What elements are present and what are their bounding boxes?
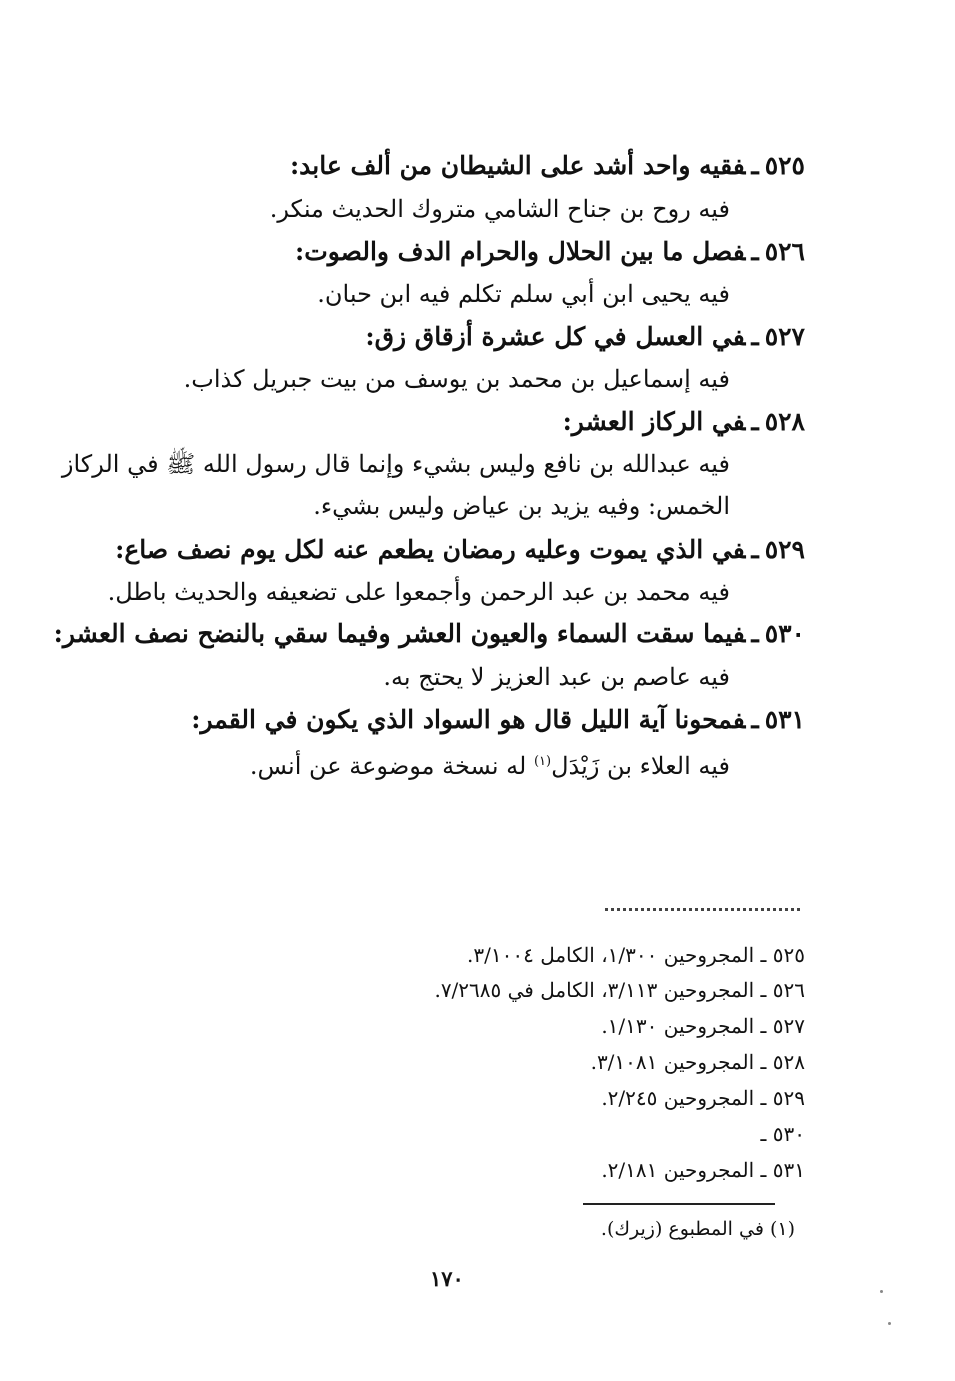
entry-comment: فيه عاصم بن عبد العزيز لا يحتج به. [383,663,730,691]
scan-speck [888,1322,891,1325]
entry-number: ٥٢٥ [764,151,805,180]
entry-heading: ٥٣٠ـفيما سقت السماء والعيون العشر وفيما سقي بالنضح نصف العشر: [53,619,805,648]
source-line: ٥٢٩ ـ المجروحين ٢/٢٤٥. [601,1086,805,1110]
entry-heading: ٥٢٩ـفي الذي يموت وعليه رمضان يطعم عنه لكل يوم نصف صاع: [115,535,805,564]
entry-title: فقيه واحد أشد على الشيطان من ألف عابد: [289,151,746,180]
source-line: ٥٣١ ـ المجروحين ٢/١٨١. [601,1158,805,1182]
entry-comment: فيه إسماعيل بن محمد بن يوسف من بيت جبريل كذاب. [183,365,730,393]
entry-number: ٥٣٠ [764,619,805,648]
scan-speck [880,1290,883,1293]
entry-heading: ٥٢٧ـفي العسل في كل عشرة أزقاق زق: [365,322,805,351]
footnote-rule [583,1203,775,1205]
entry-comment: فيه عبدالله بن نافع وليس بشيء وإنما قال رسول الله ﷺ في الركاز [61,450,730,478]
page-number: ١٧٠ [430,1266,464,1291]
entry-comment: فيه روح بن جناح الشامي متروك الحديث منكر. [269,195,730,223]
entry-title: في الركاز العشر: [562,407,746,436]
entry-comment: الخمس: وفيه يزيد بن عياض وليس بشيء. [313,492,730,520]
footnote-reference: (١) [533,754,552,769]
entry-comment: فيه محمد بن عبد الرحمن وأجمعوا على تضعيفه والحديث باطل. [107,578,730,606]
entry-heading: ٥٣١ـفمحونا آية الليل قال هو السواد الذي يكون في القمر: [191,705,805,734]
entry-number: ٥٢٧ [764,322,805,351]
entry-title: في الذي يموت وعليه رمضان يطعم عنه لكل يوم نصف صاع: [115,535,746,564]
entry-comment-text: فيه العلاء بن زَيْدَل [551,752,730,780]
entry-title: في العسل في كل عشرة أزقاق زق: [365,322,746,351]
entry-number: ٥٣١ [764,705,805,734]
entry-comment-text: له نسخة موضوعة عن أنس. [249,752,534,780]
entry-heading: ٥٢٨ـفي الركاز العشر: [562,407,805,436]
entry-number: ٥٢٦ [764,237,805,266]
entry-comment: فيه يحيى ابن أبي سلم تكلم فيه ابن حبان. [317,280,730,308]
source-line: ٥٢٧ ـ المجروحين ١/١٣٠. [601,1014,805,1038]
entry-number: ٥٢٩ [764,535,805,564]
entry-comment [250,742,730,786]
source-line: ٥٢٨ ـ المجروحين ٣/١٠٨١. [590,1050,805,1074]
entry-title: فمحونا آية الليل قال هو السواد الذي يكون في القمر: [191,705,746,734]
entry-number: ٥٢٨ [764,407,805,436]
source-line: ٥٢٦ ـ المجروحين ٣/١١٣، الكامل في ٧/٢٦٨٥. [434,978,805,1002]
source-line: ٥٣٠ ـ [760,1122,805,1146]
entry-title: فصل ما بين الحلال والحرام الدف والصوت: [294,237,746,266]
entry-heading: ٥٢٥ـفقيه واحد أشد على الشيطان من ألف عابد: [289,151,805,180]
footnote: (١) في المطبوع (زيرك). [600,1218,795,1240]
entry-title: فيما سقت السماء والعيون العشر وفيما سقي بالنضح نصف العشر: [53,619,746,648]
sources-separator [605,908,800,917]
entry-heading: ٥٢٦ـفصل ما بين الحلال والحرام الدف والصوت: [294,237,805,266]
source-line: ٥٢٥ ـ المجروحين ١/٣٠٠، الكامل ٣/١٠٠٤. [467,943,805,967]
